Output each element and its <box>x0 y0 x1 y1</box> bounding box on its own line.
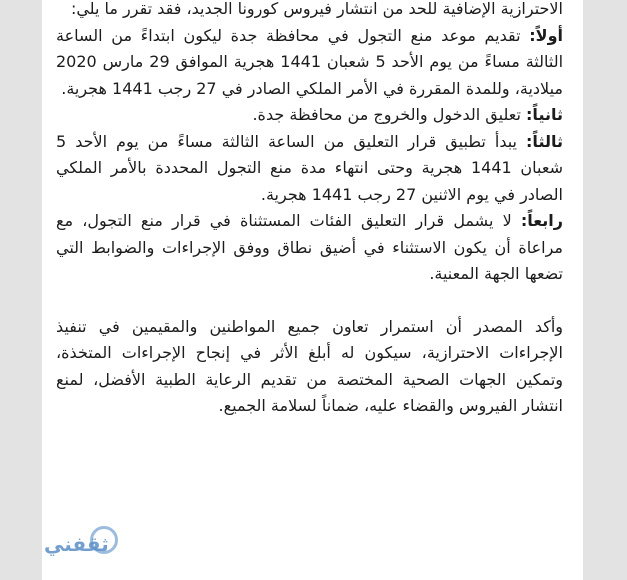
paragraph-spacer <box>56 288 563 314</box>
paragraph-third-decision <box>56 129 563 209</box>
third-decision-text: يبدأ تطبيق قرار التعليق من الساعة الثالثة مساءً من يوم الأحد 5 شعبان 1441 هجرية وحتى انتهاء مدة منع التجول المحددة بالأمر الملكي الصادر في يوم الاثنين 27 رجب 1441 هجرية. <box>56 131 563 204</box>
fourth-decision-label: رابعاً: <box>520 211 563 230</box>
article-body <box>42 0 583 420</box>
first-decision-text: تقديم موعد منع التجول في محافظة جدة ليكون ابتداءً من الساعة الثالثة مساءً من يوم الأحد 5 شعبان 1441 هجرية الموافق 29 مارس 2020 ميلادية، وللمدة المقررة في الأمر الملكي الصادر في 27 رجب 1441 هجرية. <box>56 25 564 98</box>
paragraph-intro: الاحترازية الإضافية للحد من انتشار فيروس كورونا الجديد، فقد تقرر ما يلي: <box>70 0 563 18</box>
fourth-decision-text: لا يشمل قرار التعليق الفئات المستثناة في قرار منع التجول، مع مراعاة أن يكون الاستثناء في أضيق نطاق ووفق الإجراءات والضوابط التي تضعها الجهة المعنية. <box>56 211 563 283</box>
paragraph-closing: وأكد المصدر أن استمرار تعاون جميع المواطنين والمقيمين في تنفيذ الإجراءات الاحترازية، سيكون له أبلغ الأثر في إنجاح الإجراءات المتخذة، وتمكين الجهات الصحية المختصة من تقديم الرعاية الطبية الأفضل، لمنع انتشار الفيروس والقضاء عليه، ضماناً لسلامة الجميع. <box>56 316 563 415</box>
second-decision-label: ثانياً: <box>526 105 563 124</box>
paragraph-fourth-decision <box>56 208 563 288</box>
second-decision-text: تعليق الدخول والخروج من محافظة جدة. <box>252 105 521 124</box>
article-page <box>42 0 583 580</box>
site-watermark-logo <box>44 522 124 580</box>
watermark-text: ثقفني <box>44 532 109 556</box>
third-decision-label: ثالثاً: <box>526 131 563 151</box>
paragraph-first-decision <box>56 23 563 103</box>
first-decision-label: أولاً: <box>529 25 563 45</box>
paragraph-second-decision <box>56 102 563 129</box>
